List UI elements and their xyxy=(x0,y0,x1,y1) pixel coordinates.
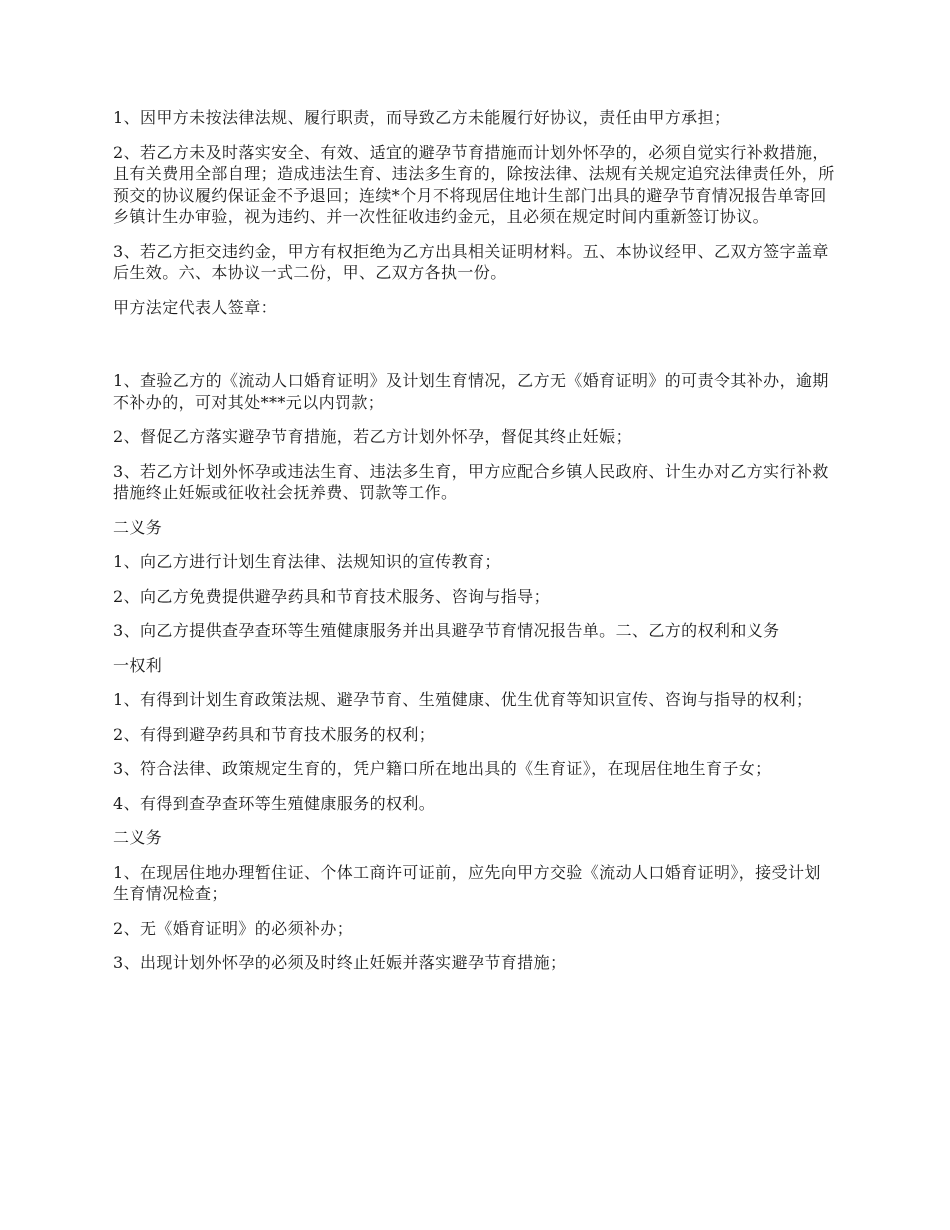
signature-space xyxy=(113,331,837,370)
section-heading: 二义务 xyxy=(113,828,163,847)
signature-line: 甲方法定代表人签章： xyxy=(113,297,278,317)
paragraph: 1、因甲方未按法律法规、履行职责，而导致乙方未能履行好协议，责任由甲方承担； xyxy=(113,108,731,127)
paragraph: 3、若乙方拒交违约金，甲方有权拒绝为乙方出具相关证明材料。五、本协议经甲、乙双方签字盖章后生效。六、本协议一式二份，甲、乙双方各执一份。 xyxy=(113,241,829,282)
section-heading: 一权利 xyxy=(113,655,163,675)
paragraph: 3、符合法律、政策规定生育的，凭户籍口所在地出具的《生育证》，在现居住地生育子女； xyxy=(113,759,772,778)
paragraph: 1、有得到计划生育政策法规、避孕节育、生殖健康、优生优育等知识宣传、咨询与指导的权利； xyxy=(113,690,813,709)
paragraph: 2、有得到避孕药具和节育技术服务的权利； xyxy=(113,724,436,744)
paragraph: 3、向乙方提供查孕查环等生殖健康服务并出具避孕节育情况报告单。二、乙方的权利和义务 xyxy=(113,621,780,640)
document-body xyxy=(113,107,837,987)
paragraph: 4、有得到查孕查环等生殖健康服务的权利。 xyxy=(113,793,436,813)
paragraph: 1、向乙方进行计划生育法律、法规知识的宣传教育； xyxy=(113,552,501,571)
paragraph: 1、查验乙方的《流动人口婚育证明》及计划生育情况，乙方无《婚育证明》的可责令其补办，逾期不补办的，可对其处***元以内罚款； xyxy=(113,371,829,412)
paragraph: 2、若乙方未及时落实安全、有效、适宜的避孕节育措施而计划外怀孕的，必须自觉实行补救措施，且有关费用全部自理；造成违法生育、违法多生育的，除按法律、法规有关规定追究法律责任外，所预交的协议履约保证金不予退回；连续*个月不将现居住地计生部门出具的避孕节育情况报告单寄回乡镇计生办审验，视为违约、并一次性征收违约金元，且必须在规定时间内重新签订协议。 xyxy=(113,142,835,226)
section-heading: 二义务 xyxy=(113,517,163,537)
paragraph: 3、出现计划外怀孕的必须及时终止妊娠并落实避孕节育措施； xyxy=(113,953,567,972)
paragraph: 2、督促乙方落实避孕节育措施，若乙方计划外怀孕，督促其终止妊娠； xyxy=(113,427,632,446)
paragraph: 2、无《婚育证明》的必须补办； xyxy=(113,918,354,938)
paragraph: 1、在现居住地办理暂住证、个体工商许可证前，应先向甲方交验《流动人口婚育证明》，接受计划生育情况检查； xyxy=(113,862,821,903)
paragraph: 3、若乙方计划外怀孕或违法生育、违法多生育，甲方应配合乡镇人民政府、计生办对乙方实行补救措施终止妊娠或征收社会抚养费、罚款等工作。 xyxy=(113,461,829,502)
paragraph: 2、向乙方免费提供避孕药具和节育技术服务、咨询与指导； xyxy=(113,586,550,606)
